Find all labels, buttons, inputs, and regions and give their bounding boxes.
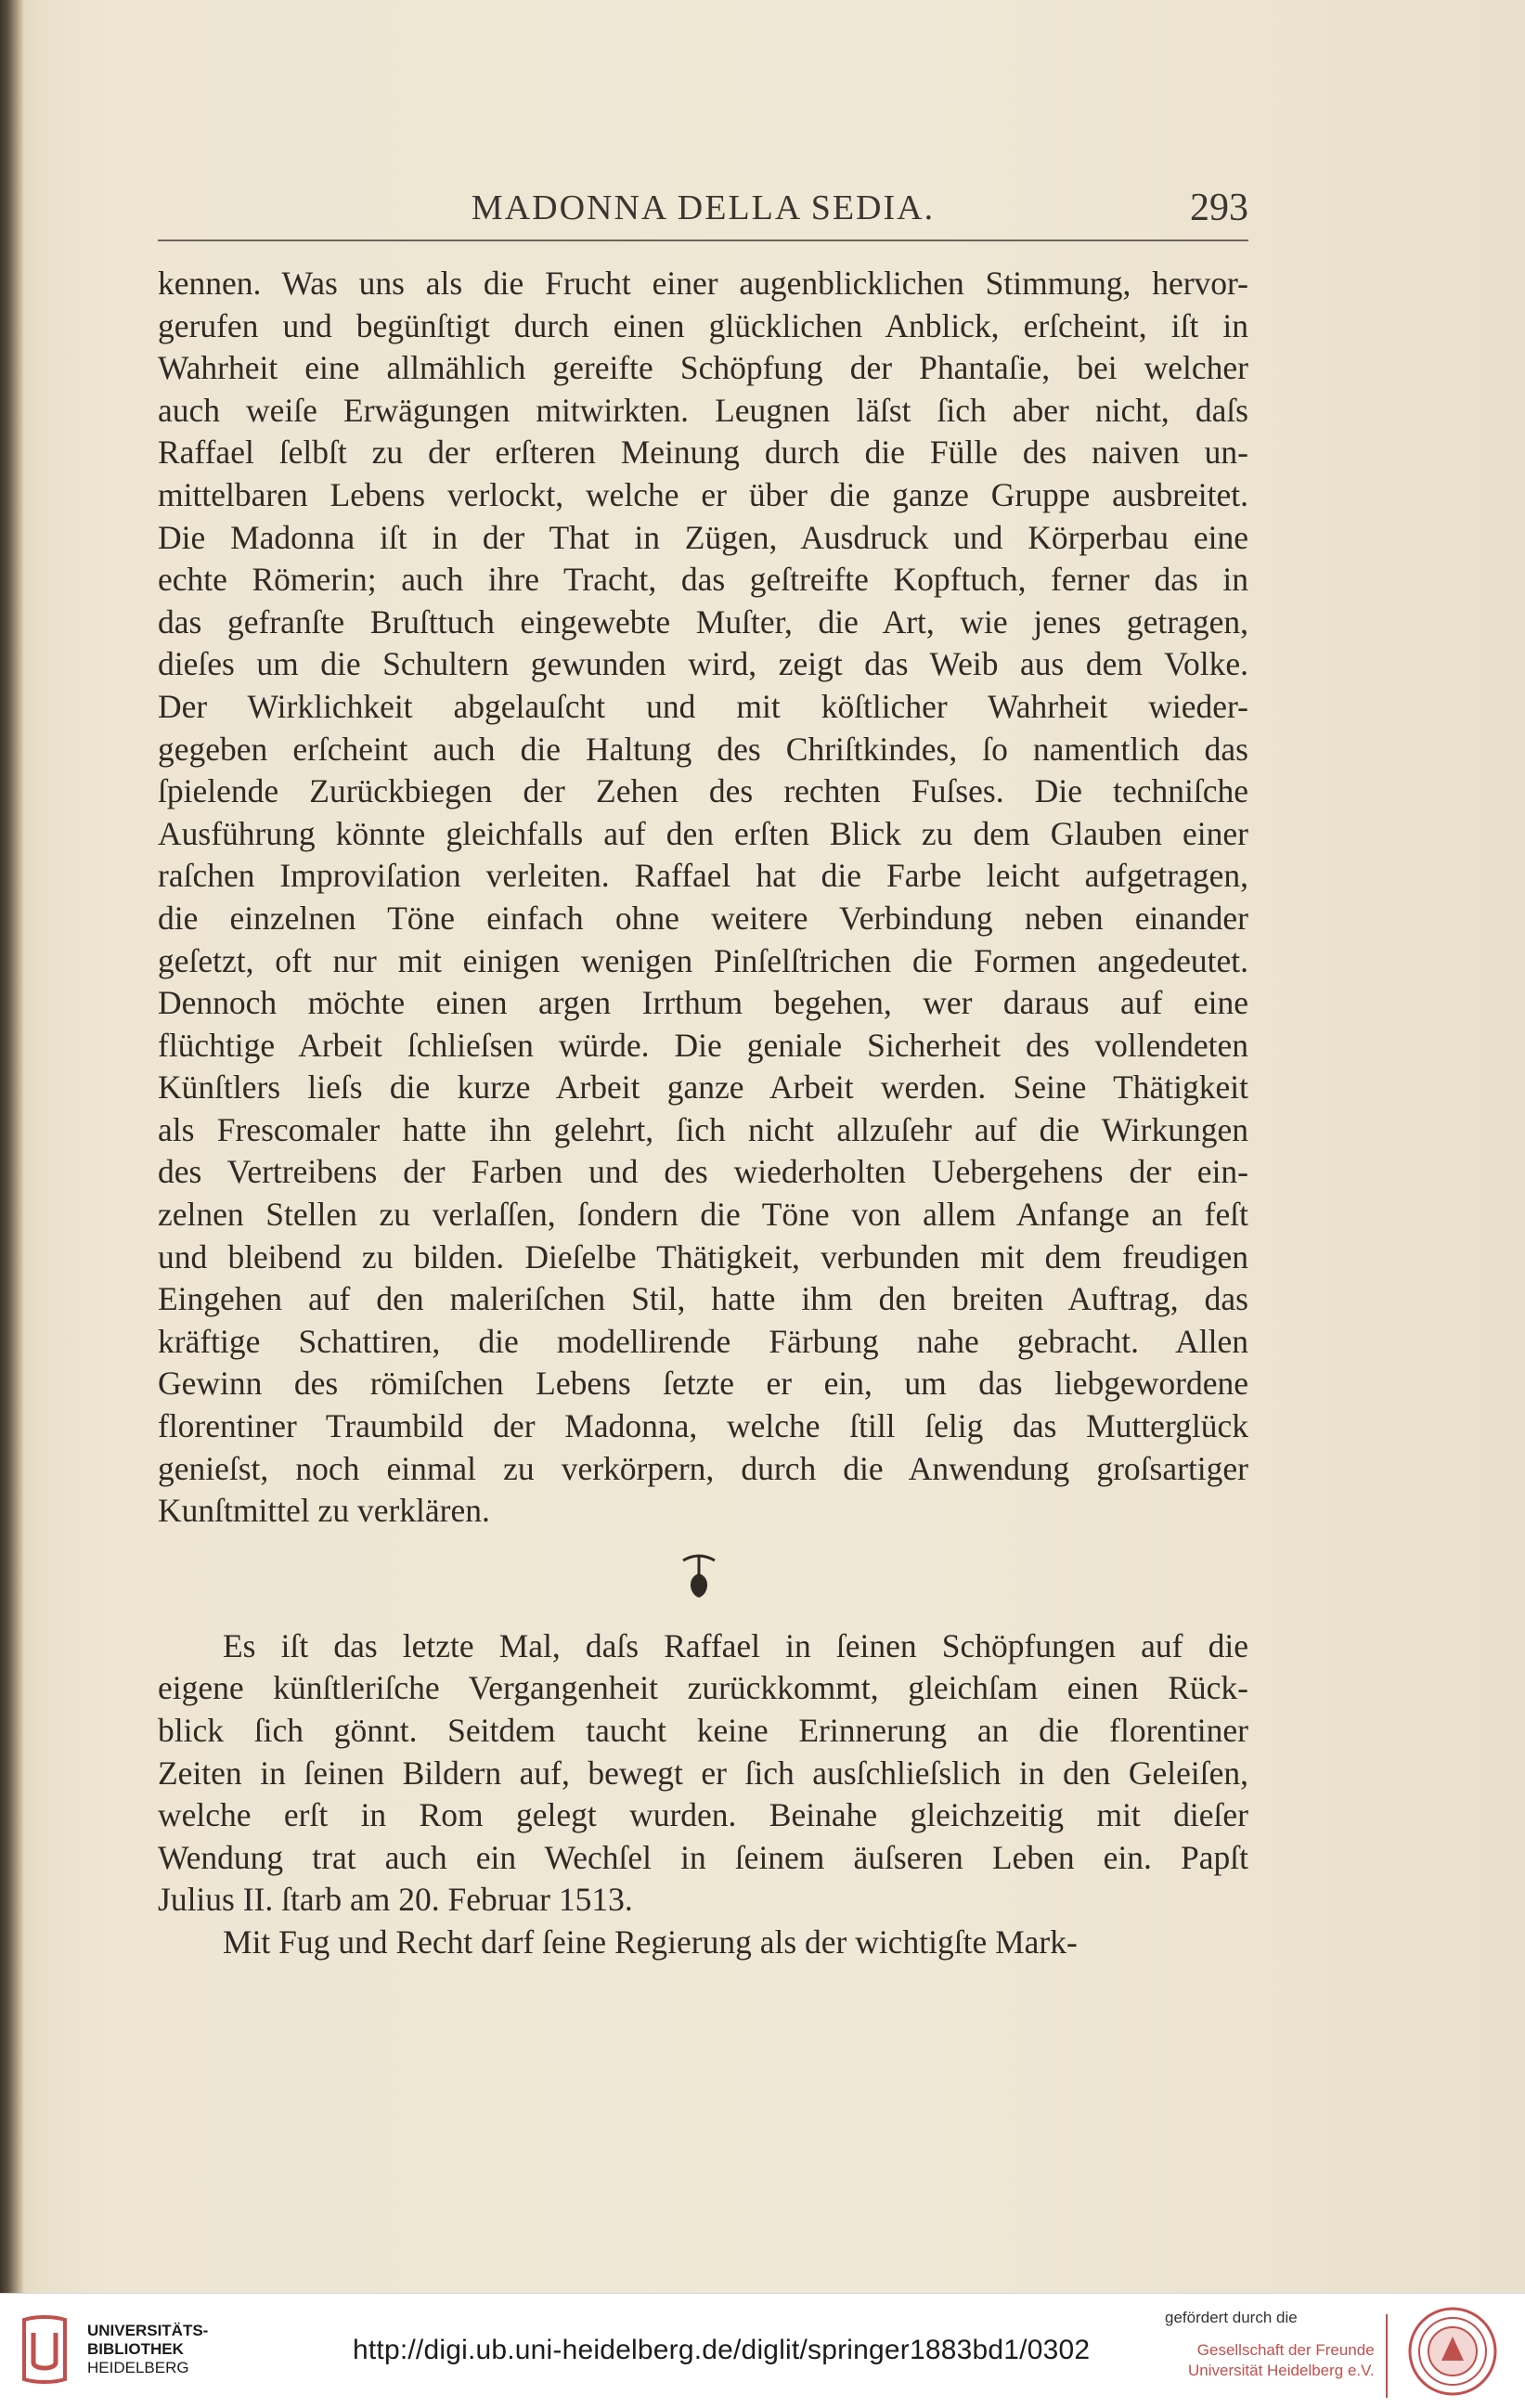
- library-name-line2: BIBLIOTHEK: [87, 2340, 184, 2358]
- library-name-line3: HEIDELBERG: [87, 2359, 189, 2376]
- leaf-ornament-icon: [676, 1549, 722, 1605]
- book-spine-shadow: [0, 0, 24, 2293]
- text-line: Kunſtmittel zu verklären.: [158, 1492, 490, 1530]
- ornament-divider: [158, 1533, 1248, 1625]
- text-line: kennen. Was uns als die Frucht einer augenblicklichen Stimmung, hervor-: [158, 265, 1248, 302]
- text-line: des Vertreibens der Farben und des wiederholten Uebergehens der ein-: [158, 1153, 1248, 1191]
- text-line: Mit Fug und Recht darf ſeine Regierung als der wichtigſte Mark-: [223, 1923, 1078, 1961]
- text-line: als Frescomaler hatte ihn gelehrt, ſich nicht allzuſehr auf die Wirkungen: [158, 1110, 1248, 1148]
- text-line: Wahrheit eine allmählich gereifte Schöpfung der Phantaſie, bei welcher: [158, 349, 1248, 387]
- page-number: 293: [1190, 187, 1248, 229]
- text-line: Künſtlers lieſs die kurze Arbeit ganze Arbeit werden. Seine Thätigkeit: [158, 1068, 1248, 1107]
- text-line: dieſes um die Schultern gewunden wird, zeigt das Weib aus dem Volke.: [158, 645, 1248, 683]
- header-rule: [158, 240, 1248, 241]
- text-line: Wendung trat auch ein Wechſel in ſeinem äuſseren Leben ein. Papſt: [158, 1838, 1248, 1876]
- text-line: geſetzt, oft nur mit einigen wenigen Pinſelſtrichen die Formen angedeutet.: [158, 941, 1248, 979]
- text-line: die einzelnen Töne einfach ohne weitere Verbindung neben einander: [158, 899, 1248, 937]
- text-line: Julius II. ſtarb am 20. Februar 1513.: [158, 1881, 633, 1919]
- sponsor-name: [1188, 2340, 1375, 2381]
- paragraph-2: [158, 1625, 1248, 1922]
- text-line: Der Wirklichkeit abgelauſcht und mit köſtlicher Wahrheit wieder-: [158, 687, 1248, 725]
- body-text: [158, 263, 1248, 1964]
- text-line: Es iſt das letzte Mal, daſs Raffael in ſeinen Schöpfungen auf die: [223, 1626, 1248, 1664]
- paragraph-3: [158, 1922, 1248, 1964]
- text-line: Eingehen auf den maleriſchen Stil, hatte ihm den breiten Auftrag, das: [158, 1280, 1248, 1318]
- text-line: raſchen Improviſation verleiten. Raffael hat die Farbe leicht aufgetragen,: [158, 857, 1248, 895]
- digitization-footer: [0, 2293, 1525, 2408]
- text-line: Die Madonna iſt in der That in Zügen, Ausdruck und Körperbau eine: [158, 518, 1248, 556]
- university-seal-icon: [1406, 2305, 1499, 2398]
- running-head: [158, 184, 1248, 240]
- text-line: zelnen Stellen zu verlaſſen, ſondern die Töne von allem Anfange an feſt: [158, 1196, 1248, 1234]
- sponsor-line1: Gesellschaft der Freunde: [1196, 2341, 1375, 2359]
- text-line: gerufen und begünſtigt durch einen glücklichen Anblick, erſcheint, iſt in: [158, 306, 1248, 344]
- text-line: florentiner Traumbild der Madonna, welche ſtill ſelig das Mutterglück: [158, 1407, 1248, 1445]
- running-title: MADONNA DELLA SEDIA.: [471, 188, 936, 227]
- text-line: Ausführung könnte gleichfalls auf den erſten Blick zu dem Glauben einer: [158, 814, 1248, 852]
- university-library-logo-icon: [17, 2314, 72, 2387]
- text-line: kräftige Schattiren, die modellirende Färbung nahe gebracht. Allen: [158, 1322, 1248, 1360]
- text-line: und bleibend zu bilden. Dieſelbe Thätigkeit, verbunden mit dem freudigen: [158, 1237, 1248, 1275]
- text-line: Gewinn des römiſchen Lebens ſetzte er ein, um das liebgewordene: [158, 1365, 1248, 1403]
- text-line: echte Römerin; auch ihre Tracht, das geſtreifte Kopftuch, ferner das in: [158, 561, 1248, 599]
- library-name: [87, 2322, 208, 2377]
- text-line: flüchtige Arbeit ſchlieſsen würde. Die geniale Sicherheit des vollendeten: [158, 1026, 1248, 1064]
- text-line: blick ſich gönnt. Seitdem taucht keine Erinnerung an die florentiner: [158, 1712, 1248, 1749]
- sponsor-label: gefördert durch die: [1165, 2309, 1298, 2326]
- text-line: eigene künſtleriſche Vergangenheit zurückkommt, gleichſam einen Rück-: [158, 1669, 1248, 1707]
- text-line: Zeiten in ſeinen Bildern auf, bewegt er ſich ausſchlieſslich in den Geleiſen,: [158, 1754, 1248, 1792]
- sponsor-line2: Universität Heidelberg e.V.: [1188, 2362, 1375, 2379]
- text-line: Dennoch möchte einen argen Irrthum begehen, wer daraus auf eine: [158, 984, 1248, 1022]
- sponsor-divider: [1386, 2314, 1388, 2398]
- text-line: mittelbaren Lebens verlockt, welche er über die ganze Gruppe ausbreitet.: [158, 475, 1248, 513]
- text-line: Raffael ſelbſt zu der erſteren Meinung durch die Fülle des naiven un-: [158, 434, 1248, 472]
- permalink-url[interactable]: http://digi.ub.uni-heidelberg.de/diglit/springer1883bd1/0302: [353, 2335, 1091, 2365]
- text-line: auch weiſe Erwägungen mitwirkten. Leugnen läſst ſich aber nicht, daſs: [158, 391, 1248, 429]
- text-line: welche erſt in Rom gelegt wurden. Beinahe gleichzeitig mit dieſer: [158, 1796, 1248, 1834]
- text-line: das gefranſte Bruſttuch eingewebte Muſter, die Art, wie jenes getragen,: [158, 602, 1248, 641]
- library-name-line1: UNIVERSITÄTS-: [87, 2322, 209, 2339]
- text-line: gegeben erſcheint auch die Haltung des Chriſtkindes, ſo namentlich das: [158, 730, 1248, 768]
- text-line: genieſst, noch einmal zu verkörpern, durch die Anwendung groſsartiger: [158, 1449, 1248, 1487]
- paragraph-1: [158, 263, 1248, 1533]
- text-line: ſpielende Zurückbiegen der Zehen des rechten Fuſses. Die techniſche: [158, 772, 1248, 810]
